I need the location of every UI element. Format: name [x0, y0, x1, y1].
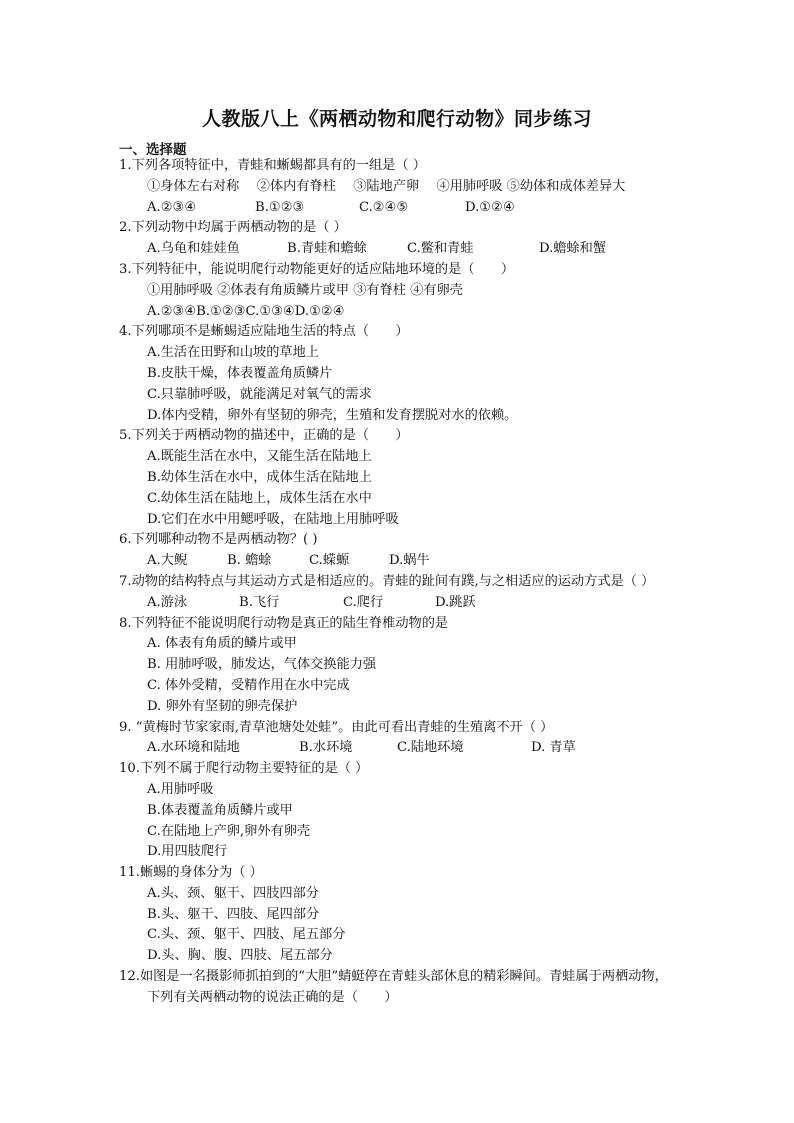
option-d: D.蜗牛 [389, 553, 430, 569]
page-title: 人教版八上《两栖动物和爬行动物》同步练习 [201, 108, 592, 130]
question-5 [119, 426, 699, 530]
option-a: A.大鲵 [147, 553, 188, 569]
option-b: B.①②③ [255, 199, 305, 215]
option-c: C. 体外受精，受精作用在水中完成 [147, 677, 350, 693]
option-d: D. 青草 [531, 740, 576, 756]
option-d: D.用四肢爬行 [147, 844, 228, 860]
option-c: C.爬行 [343, 594, 384, 610]
option-a: A.用肺呼吸 [147, 781, 214, 797]
question-9 [119, 718, 699, 760]
feature-list: ①用肺呼吸 ②体表有角质鳞片或甲 ③有脊柱 ④有卵壳 [147, 282, 463, 298]
option-row [119, 239, 699, 260]
option-c: C.蝾螈 [309, 553, 350, 569]
question-stem: 5.下列关于两栖动物的描述中，正确的是（ ） [119, 428, 409, 444]
option-row: A.②③④B.①②③C.①③④D.①②④ [147, 303, 345, 319]
option-a: A. 体表有角质的鳞片或甲 [147, 636, 297, 652]
question-8 [119, 614, 699, 718]
question-stem: 10.下列不属于爬行动物主要特征的是（ ） [119, 761, 369, 777]
option-b: B.飞行 [239, 594, 280, 610]
option-b: B.体表覆盖角质鳞片或甲 [147, 802, 293, 818]
question-stem: 3.下列特征中，能说明爬行动物能更好的适应陆地环境的是（ ） [119, 261, 515, 277]
option-a: A.游泳 [147, 594, 188, 610]
question-stem: 11.蜥蜴的身体分为（ ） [119, 865, 263, 881]
option-c: C.鳖和青蛙 [407, 241, 474, 257]
option-row [119, 198, 699, 219]
option-d: D.蟾蜍和蟹 [539, 241, 607, 257]
question-stem: 2.下列动物中均属于两栖动物的是（ ） [119, 220, 347, 236]
question-2 [119, 218, 699, 260]
question-stem: 6.下列哪种动物不是两栖动物？( ) [119, 532, 318, 548]
option-b: B.青蛙和蟾蜍 [287, 241, 367, 257]
option-d: D.它们在水中用鳃呼吸，在陆地上用肺呼吸 [147, 511, 399, 527]
option-a: A.既能生活在水中，又能生活在陆地上 [147, 449, 372, 465]
question-stem: 12.如图是一名摄影师抓拍到的“大胆”蜻蜓停在青蛙头部休息的精彩瞬间。青蛙属于两栖动物， [119, 969, 668, 985]
option-a: A.水环境和陆地 [147, 740, 240, 756]
question-7 [119, 572, 699, 614]
option-d: D.①②④ [465, 199, 515, 215]
question-10 [119, 759, 699, 863]
option-d: D. 卵外有坚韧的卵壳保护 [147, 698, 298, 714]
section-heading: 一、选择题 [119, 142, 187, 158]
question-stem: 8.下列特征不能说明爬行动物是真正的陆生脊椎动物的是 [119, 615, 449, 631]
option-c: C.头、颈、躯干、四肢、尾五部分 [147, 927, 346, 943]
question-stem-continued: 下列有关两栖动物的说法正确的是（ ） [147, 989, 398, 1005]
question-4 [119, 322, 699, 426]
option-a: A.②③④ [147, 199, 197, 215]
question-list [119, 156, 699, 1009]
option-c: C.幼体生活在陆地上，成体生活在水中 [147, 490, 372, 506]
question-3 [119, 260, 699, 322]
option-b: B.皮肤干燥，体表覆盖角质鳞片 [147, 365, 333, 381]
option-row [119, 593, 699, 614]
option-c: C.在陆地上产卵,卵外有卵壳 [147, 823, 311, 839]
question-stem: 9. “黄梅时节家家雨,青草池塘处处蛙”。由此可看出青蛙的生殖离不开（ ） [119, 719, 554, 735]
question-11 [119, 863, 699, 967]
option-d: D.体内受精，卵外有坚韧的卵壳，生殖和发育摆脱对水的依赖。 [147, 407, 518, 423]
feature-list: ①身体左右对称 ②体内有脊柱 ③陆地产卵 ④用肺呼吸 ⑤幼体和成体差异大 [147, 178, 626, 194]
option-row [119, 738, 699, 759]
option-b: B. 蟾蜍 [227, 553, 272, 569]
question-stem: 4.下列哪项不是蜥蜴适应陆地生活的特点（ ） [119, 324, 409, 340]
question-stem: 7.动物的结构特点与其运动方式是相适应的。青蛙的趾间有蹼,与之相适应的运动方式是（ ） [119, 573, 655, 589]
question-12 [119, 967, 699, 1009]
option-a: A.生活在田野和山坡的草地上 [147, 345, 319, 361]
option-a: A.乌龟和娃娃鱼 [147, 241, 240, 257]
option-a: A.头、颈、躯干、四肢四部分 [147, 885, 319, 901]
option-b: B.头、躯干、四肢、尾四部分 [147, 906, 320, 922]
option-b: B. 用肺呼吸，肺发达，气体交换能力强 [147, 657, 377, 673]
option-d: D.头、胸、腹、四肢、尾五部分 [147, 948, 333, 964]
option-c: C.只靠肺呼吸，就能满足对氧气的需求 [147, 386, 372, 402]
option-c: C.②④⑤ [359, 199, 409, 215]
option-d: D.跳跃 [435, 594, 476, 610]
question-1 [119, 156, 699, 218]
option-b: B.水环境 [299, 740, 353, 756]
option-b: B.幼体生活在水中，成体生活在陆地上 [147, 469, 372, 485]
question-6 [119, 530, 699, 572]
option-row [119, 551, 699, 572]
question-stem: 1.下列各项特征中，青蛙和蜥蜴都具有的一组是（ ） [119, 158, 426, 173]
option-c: C.陆地环境 [397, 740, 464, 756]
